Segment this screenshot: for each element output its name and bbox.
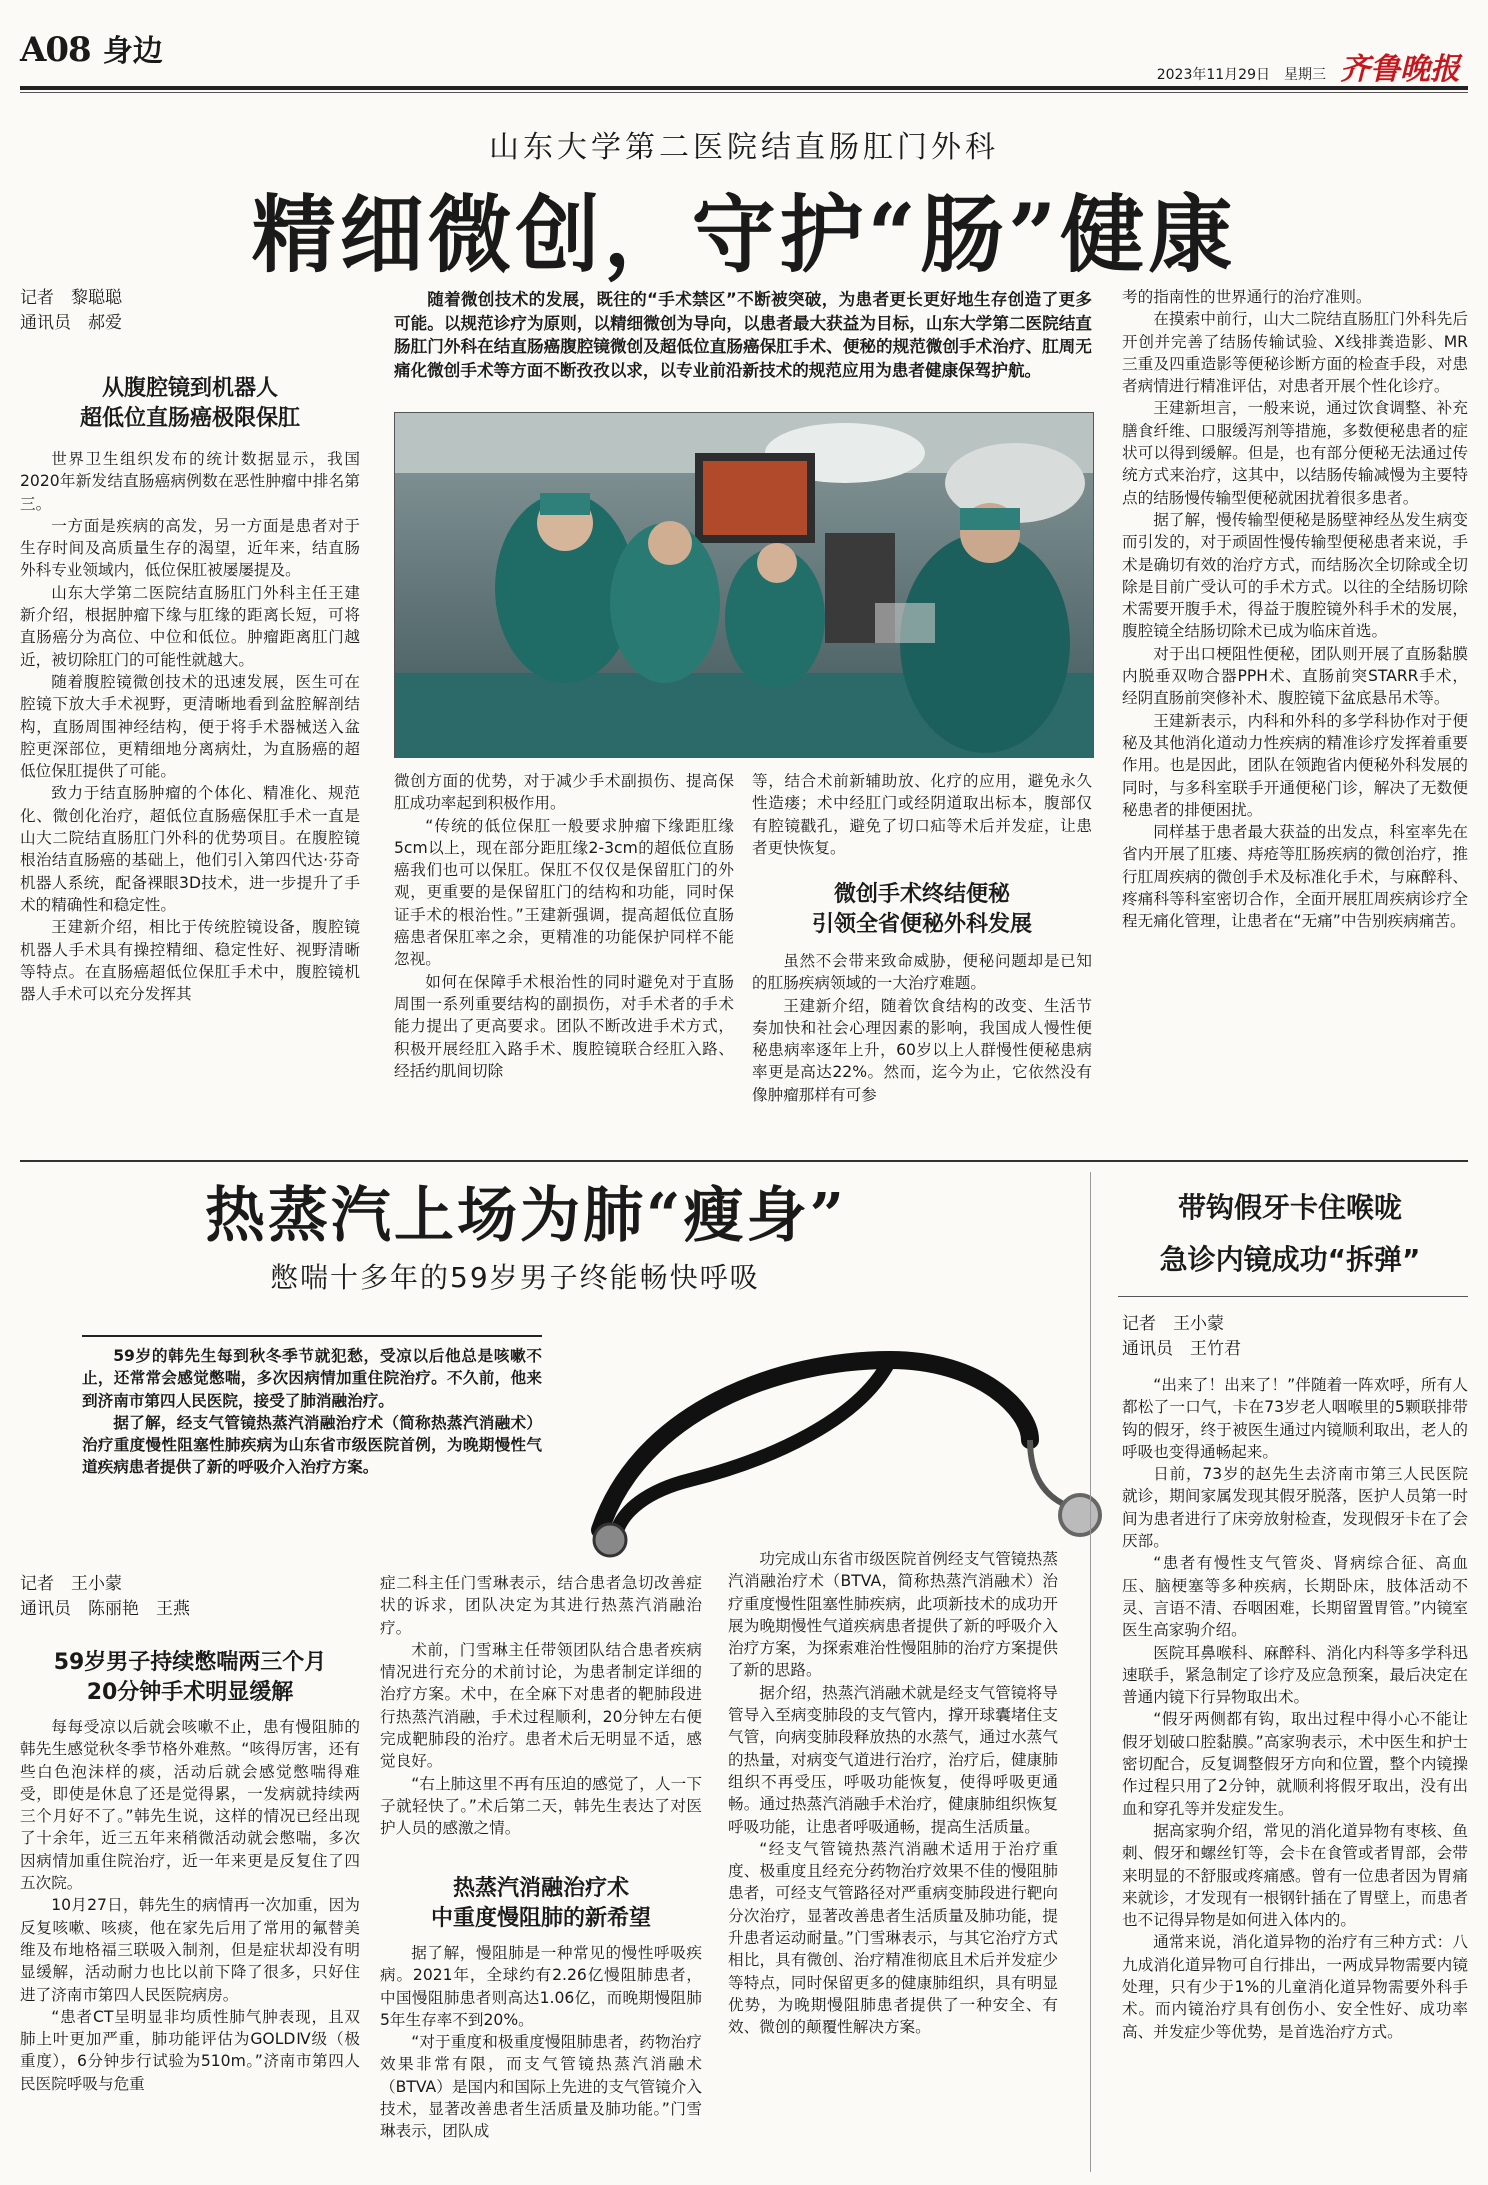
side-byline (1122, 1312, 1241, 1362)
paragraph: 世界卫生组织发布的统计数据显示，我国2020年新发结直肠癌病例数在恶性肿瘤中排名第三。 (20, 450, 360, 513)
paper-logo: 齐鲁晚报 (1340, 52, 1460, 87)
masthead-rule-thin (20, 92, 1468, 93)
section-divider (20, 1160, 1468, 1162)
paragraph: 一方面是疾病的高发，另一方面是患者对于生存时间及高质量生存的渴望，近年来，结直肠外科专业领域内，低位保肛被屡屡提及。 (20, 516, 360, 580)
paragraph: 考的指南性的世界通行的治疗准则。 (1122, 288, 1372, 306)
paragraph: 据了解，慢传输型便秘是肠壁神经丛发生病变而引发的，对于顽固性慢传输型便秘患者来说，手术是确切有效的治疗方式，而结肠次全切除或全切除是目前广受认可的手术方式。以往的全结肠切除术需要开腹手术，得益于腹腔镜外科手术的发展，腹腔镜全结肠切除术已成为临床首选。 (1122, 510, 1468, 641)
issue-weekday: 星期三 (1284, 67, 1326, 83)
surgery-photo-illustration (395, 413, 1093, 757)
byline-reporter: 记者 王小蒙 (20, 1574, 122, 1594)
paragraph: “右上肺这里不再有压迫的感觉了，人一下子就轻快了。”术后第二天，韩先生表达了对医护人员的感激之情。 (380, 1774, 702, 1838)
feature-subhead-2: 热蒸汽消融治疗术 中重度慢阻肺的新希望 (430, 1876, 651, 1931)
feature-lead-1: 59岁的韩先生每到秋冬季节就犯愁，受凉以后他总是咳嗽不止，还常常会感觉憋喘，多次因病情加重住院治疗。不久前，他来到济南市第四人民医院，接受了肺消融治疗。 (82, 1347, 542, 1410)
masthead-left (20, 26, 163, 70)
paragraph: 医院耳鼻喉科、麻醉科、消化内科等多学科迅速联手，紧急制定了诊疗及应急预案，最后决定在普通内镜下行异物取出术。 (1122, 1643, 1468, 1707)
paragraph: 随着腹腔镜微创技术的迅速发展，医生可在腔镜下放大手术视野，更清晰地看到盆腔解剖结构，直肠周围神经结构，便于将手术器械送入盆腔更深部位，更精细地分离病灶，为直肠癌的超低位保肛提供了可能。 (20, 672, 360, 781)
paragraph: “患者有慢性支气管炎、肾病综合征、高血压、脑梗塞等多种疾病，长期卧床，肢体活动不灵、言语不清、吞咽困难，长期留置胃管。”内镜室医生高家驹介绍。 (1122, 1554, 1468, 1640)
masthead-right (1157, 44, 1460, 88)
side-headline: 带钩假牙卡住喉咙 急诊内镜成功“拆弹” (1159, 1191, 1421, 1276)
stethoscope-illustration (560, 1300, 1120, 1560)
top-column-1 (20, 448, 360, 1158)
page-code: A08 (20, 30, 91, 70)
top-column-2 (394, 770, 734, 1158)
paragraph: 10月27日，韩先生的病情再一次加重，因为反复咳嗽、咳痰，他在家先后用了常用的氟替美维及布地格福三联吸入制剂，但是症状却没有明显缓解，活动耐力也比以前下降了很多，只好住进了济南市第四人民医院病房。 (20, 1896, 360, 2004)
paragraph: 每每受凉以后就会咳嗽不止，患有慢阻肺的韩先生感觉秋冬季节格外难熬。“咳得厉害，还有些白色泡沫样的痰，活动后就会感觉憋喘得难受，即使是休息了还是觉得累，一发病就持续两三个月好不了。”韩先生说，这样的情况已经出现了十余年，近三五年来稍微活动就会憋喘，多次因病情加重住院治疗，近一年来更是反复住了四五次院。 (20, 1718, 360, 1893)
paragraph: “传统的低位保肛一般要求肿瘤下缘距肛缘5cm以上，现在部分距肛缘2-3cm的超低位直肠癌我们也可以保肛。保肛不仅仅是保留肛门的外观，更重要的是保留肛门的结构和功能，同时保证手术的根治性。”王建新强调，提高超低位直肠癌患者保肛率之余，更精准的功能保护同样不能忽视。 (394, 816, 734, 969)
top-column-3 (752, 770, 1092, 860)
byline-reporter: 记者 黎聪聪 (20, 288, 122, 308)
feature-headline: 热蒸汽上场为肺“瘦身” (205, 1181, 848, 1251)
paragraph: 如何在保障手术根治性的同时避免对于直肠周围一系列重要结构的副损伤，对手术者的手术能力提出了更高要求。团队不断改进手术方式，积极开展经肛入路手术、腹腔镜联合经肛入路、经括约肌间切除 (394, 972, 734, 1080)
paragraph: 症二科主任门雪琳表示，结合患者急切改善症状的诉求，团队决定为其进行热蒸汽消融治疗。 (380, 1574, 702, 1637)
top-subhead-2: 微创手术终结便秘 引领全省便秘外科发展 (811, 882, 1032, 937)
top-column-3b (752, 950, 1092, 1158)
feature-lead-2: 据了解，经支气管镜热蒸汽消融治疗术（简称热蒸汽消融术）治疗重度慢性阻塞性肺疾病为山东省市级医院首例，为晚期慢性气道疾病患者提供了新的呼吸介入治疗方案。 (82, 1413, 542, 1477)
story-kicker: 山东大学第二医院结直肠肛门外科 (489, 130, 999, 165)
feature-lead-box (82, 1335, 542, 1479)
byline-correspondent: 通讯员 王竹君 (1122, 1339, 1241, 1359)
top-subhead-1: 从腹腔镜到机器人 超低位直肠癌极限保肛 (79, 376, 300, 431)
paragraph: 微创方面的优势，对于减少手术副损伤、提高保肛成功率起到积极作用。 (394, 772, 734, 813)
byline-correspondent: 通讯员 陈丽艳 王燕 (20, 1599, 190, 1619)
paragraph: 通常来说，消化道异物的治疗有三种方式：八九成消化道异物可自行排出，一两成异物需要内镜处理，只有少于1%的儿童消化道异物需要外科手术。而内镜治疗具有创伤小、安全性好、成功率高、并发症少等优势，是首选治疗方式。 (1122, 1933, 1468, 2041)
story-headline: 精细微创，守护“肠”健康 (251, 185, 1237, 284)
issue-date: 2023年11月29日 (1156, 67, 1270, 83)
feature-byline (20, 1572, 190, 1622)
feature-subhead-1: 59岁男子持续憋喘两三个月 20分钟手术明显缓解 (53, 1650, 327, 1705)
paragraph: “经支气管镜热蒸汽消融术适用于治疗重度、极重度且经充分药物治疗效果不佳的慢阻肺患者，可经支气管路径对严重病变肺段进行靶向分次治疗，显著改善患者生活质量及肺功能，提升患者运动耐量。”门雪琳表示，与其它治疗方式相比，具有微创、治疗精准彻底且术后并发症少等特点，同时保留更多的健康肺组织，具有明显优势，为晚期慢阻肺患者提供了一种安全、有效、微创的颠覆性解决方案。 (728, 1839, 1058, 2037)
surgery-photo (394, 412, 1094, 758)
feature-column-2 (380, 1572, 702, 1868)
byline-correspondent: 通讯员 郝爱 (20, 313, 122, 333)
paragraph: “对于重度和极重度慢阻肺患者，药物治疗效果非常有限，而支气管镜热蒸汽消融术（BTVA）是国内和国际上先进的支气管镜介入技术，显著改善患者生活质量及肺功能。”门雪琳表示，团队成 (380, 2033, 702, 2141)
top-lead: 随着微创技术的发展，既往的“手术禁区”不断被突破，为患者更长更好地生存创造了更多可能。以规范诊疗为原则，以精细微创为导向，以患者最大获益为目标，山东大学第二医院结直肠肛门外科在结直肠癌腹腔镜微创及超低位直肠癌保肛手术、便秘的规范微创手术治疗、肛周无痛化微创手术等方面不断孜孜以求，以专业前沿新技术的规范应用为患者健康保驾护航。 (394, 290, 1092, 380)
section-name: 身边 (102, 34, 163, 69)
paragraph: 据了解，慢阻肺是一种常见的慢性呼吸疾病。2021年，全球约有2.26亿慢阻肺患者，中国慢阻肺患者则高达1.06亿，而晚期慢阻肺5年生存率不到20%。 (380, 1944, 702, 2029)
byline-reporter: 记者 王小蒙 (1122, 1314, 1224, 1334)
paragraph: 王建新表示，内科和外科的多学科协作对于便秘及其他消化道动力性疾病的精准诊疗发挥着重要作用。也是因此，团队在领跑省内便秘外科发展的同时，与多科室联手开通便秘门诊，解决了无数便秘患者的排便困扰。 (1122, 711, 1468, 819)
paragraph: 王建新介绍，随着饮食结构的改变、生活节奏加快和社会心理因素的影响，我国成人慢性便秘患病率逐年上升，60岁以上人群慢性便秘患病率更是高达22%。然而，迄今为止，它依然没有像肿瘤那样有可参 (752, 996, 1092, 1104)
paragraph: 王建新介绍，相比于传统腔镜设备，腹腔镜机器人手术具有操控精细、稳定性好、视野清晰等特点。在直肠癌超低位保肛手术中，腹腔镜机器人手术可以充分发挥其 (20, 918, 360, 1004)
paragraph: 对于出口梗阻性便秘，团队则开展了直肠黏膜内脱垂双吻合器PPH术、直肠前突STARR手术，经阴直肠前突修补术、腹腔镜下盆底悬吊术等。 (1122, 644, 1468, 708)
column-divider (1090, 1172, 1091, 2172)
top-byline (20, 286, 122, 336)
paragraph: 日前，73岁的赵先生去济南市第三人民医院就诊，期间家属发现其假牙脱落，医护人员第一时间为患者进行了床旁放射检查，发现假牙卡在了会厌部。 (1122, 1465, 1468, 1551)
paragraph: 虽然不会带来致命威胁，便秘问题却是已知的肛肠疾病领域的一大治疗难题。 (752, 952, 1092, 993)
paragraph: 在摸索中前行，山大二院结直肠肛门外科先后开创并完善了结肠传输试验、X线排粪造影、MR三重及四重造影等便秘诊断方面的检查手段，对患者病情进行精准评估，对患者开展个性化诊疗。 (1122, 310, 1468, 396)
paragraph: 王建新坦言，一般来说，通过饮食调整、补充膳食纤维、口服缓泻剂等措施，多数便秘患者的症状可以得到缓解。但是，也有部分便秘无法通过传统方式来治疗，这其中，以结肠传输减慢为主要特点的结肠慢传输型便秘就困扰着很多患者。 (1122, 399, 1468, 507)
paragraph: “患者CT呈明显非均质性肺气肿表现，且双肺上叶更加严重，肺功能评估为GOLDⅣ级（极重度），6分钟步行试验为510m。”济南市第四人民医院呼吸与危重 (20, 2007, 360, 2093)
paragraph: “出来了！出来了！”伴随着一阵欢呼，所有人都松了一口气，卡在73岁老人咽喉里的5颗联排带钩的假牙，终于被医生通过内镜顺利取出，老人的呼吸也变得通畅起来。 (1122, 1376, 1468, 1461)
feature-column-2b (380, 1942, 702, 2174)
top-column-4 (1122, 286, 1468, 1158)
feature-column-3 (728, 1548, 1058, 2174)
paragraph: 山东大学第二医院结直肠肛门外科主任王建新介绍，根据肿瘤下缘与肛缘的距离长短，可将直肠癌分为高位、中位和低位。肿瘤距离肛门越近，被切除肛门的可能性就越大。 (20, 583, 360, 669)
side-rule (1118, 1296, 1468, 1297)
side-column (1122, 1374, 1468, 2172)
paragraph: 术前，门雪琳主任带领团队结合患者疾病情况进行充分的术前讨论，为患者制定详细的治疗方案。术中，在全麻下对患者的靶肺段进行热蒸汽消融，手术过程顺利，20分钟左右便完成靶肺段的治疗。患者术后无明显不适，感觉良好。 (380, 1640, 702, 1771)
paragraph: 功完成山东省市级医院首例经支气管镜热蒸汽消融治疗术（BTVA，简称热蒸汽消融术）治疗重度慢性阻塞性肺疾病，此项新技术的成功开展为晚期慢性气道疾病患者提供了新的呼吸介入治疗方案，为探索难治性慢阻肺的治疗方案提供了新的思路。 (728, 1550, 1058, 1680)
feature-subheadline: 憋喘十多年的59岁男子终能畅快呼吸 (270, 1261, 760, 1294)
paragraph: 致力于结直肠肿瘤的个体化、精准化、规范化、微创化治疗，超低位直肠癌保肛手术一直是山大二院结直肠肛门外科的优势项目。在腹腔镜根治结直肠癌的基础上，他们引入第四代达·芬奇机器人系统，配备裸眼3D技术，进一步提升了手术的精确性和稳定性。 (20, 784, 360, 914)
masthead-rule (20, 86, 1468, 90)
paragraph: 据高家驹介绍，常见的消化道异物有枣核、鱼刺、假牙和螺丝钉等，会卡在食管或者胃部，会带来明显的不舒服或疼痛感。曾有一位患者因为胃痛来就诊，才发现有一根钢针插在了胃壁上，而患者也不记得异物是如何进入体内的。 (1122, 1821, 1468, 1930)
feature-column-1 (20, 1716, 360, 2172)
paragraph: 据介绍，热蒸汽消融术就是经支气管镜将导管导入至病变肺段的支气管内，撑开球囊堵住支气管，向病变肺段释放热的水蒸气，通过水蒸气的热量，对病变气道进行治疗，治疗后，健康肺组织不再受压，呼吸功能恢复，使得呼吸更通畅。通过热蒸汽消融手术治疗，健康肺组织恢复呼吸功能，让患者呼吸通畅，提高生活质量。 (728, 1683, 1058, 1836)
paragraph: 等，结合术前新辅助放、化疗的应用，避免永久性造瘘；术中经肛门或经阴道取出标本，腹部仅有腔镜戳孔，避免了切口疝等术后并发症，让患者更快恢复。 (752, 772, 1092, 857)
paragraph: “假牙两侧都有钩，取出过程中得小心不能让假牙划破口腔黏膜。”高家驹表示，术中医生和护士密切配合，反复调整假牙方向和位置，整个内镜操作过程只用了2分钟，就顺利将假牙取出，没有出血和穿孔等并发症发生。 (1122, 1710, 1468, 1818)
paragraph: 同样基于患者最大获益的出发点，科室率先在省内开展了肛瘘、痔疮等肛肠疾病的微创治疗，推行肛周疾病的微创手术及标准化手术，与麻醉科、疼痛科等科室密切合作，全面开展肛周疾病诊疗全程无痛化管理，让患者在“无痛”中告别疾病痛苦。 (1122, 823, 1468, 931)
